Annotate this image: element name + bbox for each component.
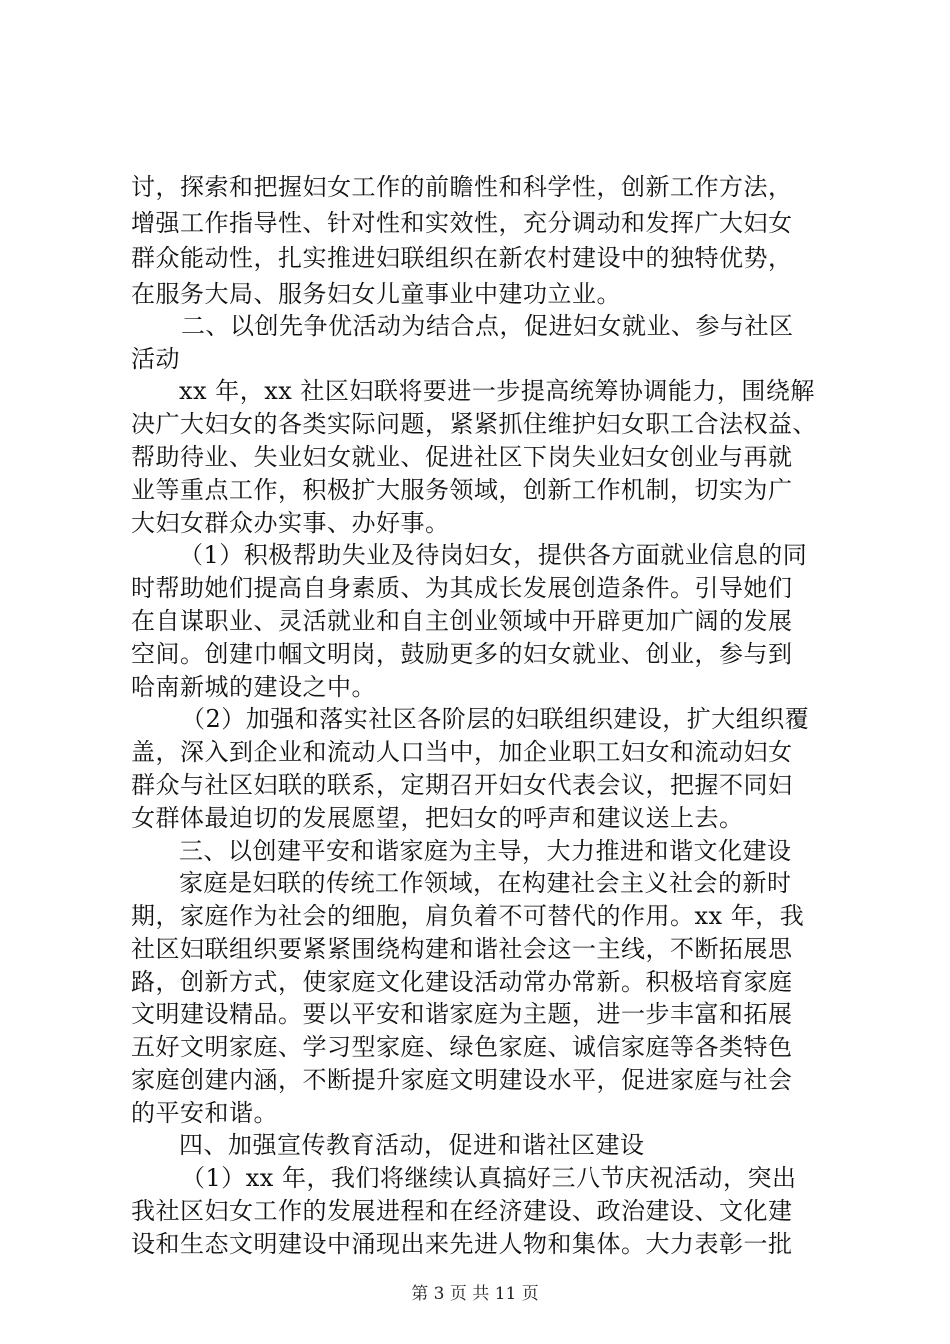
section-heading: 三、以创建平安和谐家庭为主导，大力推进和谐文化建设 — [179, 837, 792, 865]
text-line: 家庭创建内涵，不断提升家庭文明建设水平，促进家庭与社会 — [131, 1066, 793, 1094]
text-line: 业等重点工作，积极扩大服务领域，创新工作机制，切实为广 — [131, 476, 793, 504]
text-line: 增强工作指导性、针对性和实效性，充分调动和发挥广大妇女 — [131, 209, 793, 237]
text-line: 大妇女群众办实事、办好事。 — [131, 509, 450, 537]
text-line: 盖，深入到企业和流动人口当中，加企业职工妇女和流动妇女 — [131, 738, 793, 766]
text-line: （2）加强和落实社区各阶层的妇联组织建设，扩大组织覆 — [181, 705, 810, 733]
text-line: 群众能动性，扎实推进妇联组织在新农村建设中的独特优势， — [131, 244, 793, 272]
section-heading-cont: 活动 — [131, 345, 180, 373]
text-line: 五好文明家庭、学习型家庭、绿色家庭、诚信家庭等各类特色 — [131, 1033, 793, 1061]
text-line: （1）xx 年，我们将继续认真搞好三八节庆祝活动，突出 — [181, 1164, 797, 1192]
text-line: 帮助待业、失业妇女就业、促进社区下岗失业妇女创业与再就 — [131, 443, 793, 471]
text-line: （1）积极帮助失业及待岗妇女，提供各方面就业信息的同 — [179, 541, 808, 569]
text-line: 的平安和谐。 — [131, 1099, 278, 1127]
section-heading: 二、以创先争优活动为结合点，促进妇女就业、参与社区 — [181, 312, 794, 340]
text-line: 决广大妇女的各类实际问题，紧紧抓住维护妇女职工合法权益、 — [131, 410, 817, 438]
section-heading: 四、加强宣传教育活动，促进和谐社区建设 — [179, 1131, 645, 1159]
text-line: 讨，探索和把握妇女工作的前瞻性和科学性，创新工作方法， — [131, 173, 793, 201]
text-line: 女群体最迫切的发展愿望，把妇女的呼声和建议送上去。 — [131, 804, 744, 832]
text-line: 期，家庭作为社会的细胞，肩负着不可替代的作用。xx 年，我 — [131, 902, 805, 930]
text-line: 群众与社区妇联的联系，定期召开妇女代表会议，把握不同妇 — [131, 771, 793, 799]
text-line: xx 年，xx 社区妇联将要进一步提高统筹协调能力，围绕解 — [179, 377, 815, 405]
text-line: 我社区妇女工作的发展进程和在经济建设、政治建设、文化建 — [131, 1197, 793, 1225]
text-line: 哈南新城的建设之中。 — [131, 673, 376, 701]
text-line: 空间。创建巾帼文明岗，鼓励更多的妇女就业、创业，参与到 — [131, 640, 793, 668]
text-line: 社区妇联组织要紧紧围绕构建和谐社会这一主线，不断拓展思 — [131, 935, 793, 963]
text-line: 文明建设精品。要以平安和谐家庭为主题，进一步丰富和拓展 — [131, 1000, 793, 1028]
text-line: 设和生态文明建设中涌现出来先进人物和集体。大力表彰一批 — [131, 1230, 793, 1258]
text-line: 时帮助她们提高自身素质、为其成长发展创造条件。引导她们 — [131, 574, 793, 602]
text-line: 在自谋职业、灵活就业和自主创业领域中开辟更加广阔的发展 — [131, 607, 793, 635]
text-line: 家庭是妇联的传统工作领域，在构建社会主义社会的新时 — [179, 869, 792, 897]
text-line: 路，创新方式，使家庭文化建设活动常办常新。积极培育家庭 — [131, 968, 793, 996]
page-footer: 第 3 页 共 11 页 — [411, 1284, 539, 1304]
text-line: 在服务大局、服务妇女儿童事业中建功立业。 — [131, 280, 621, 308]
